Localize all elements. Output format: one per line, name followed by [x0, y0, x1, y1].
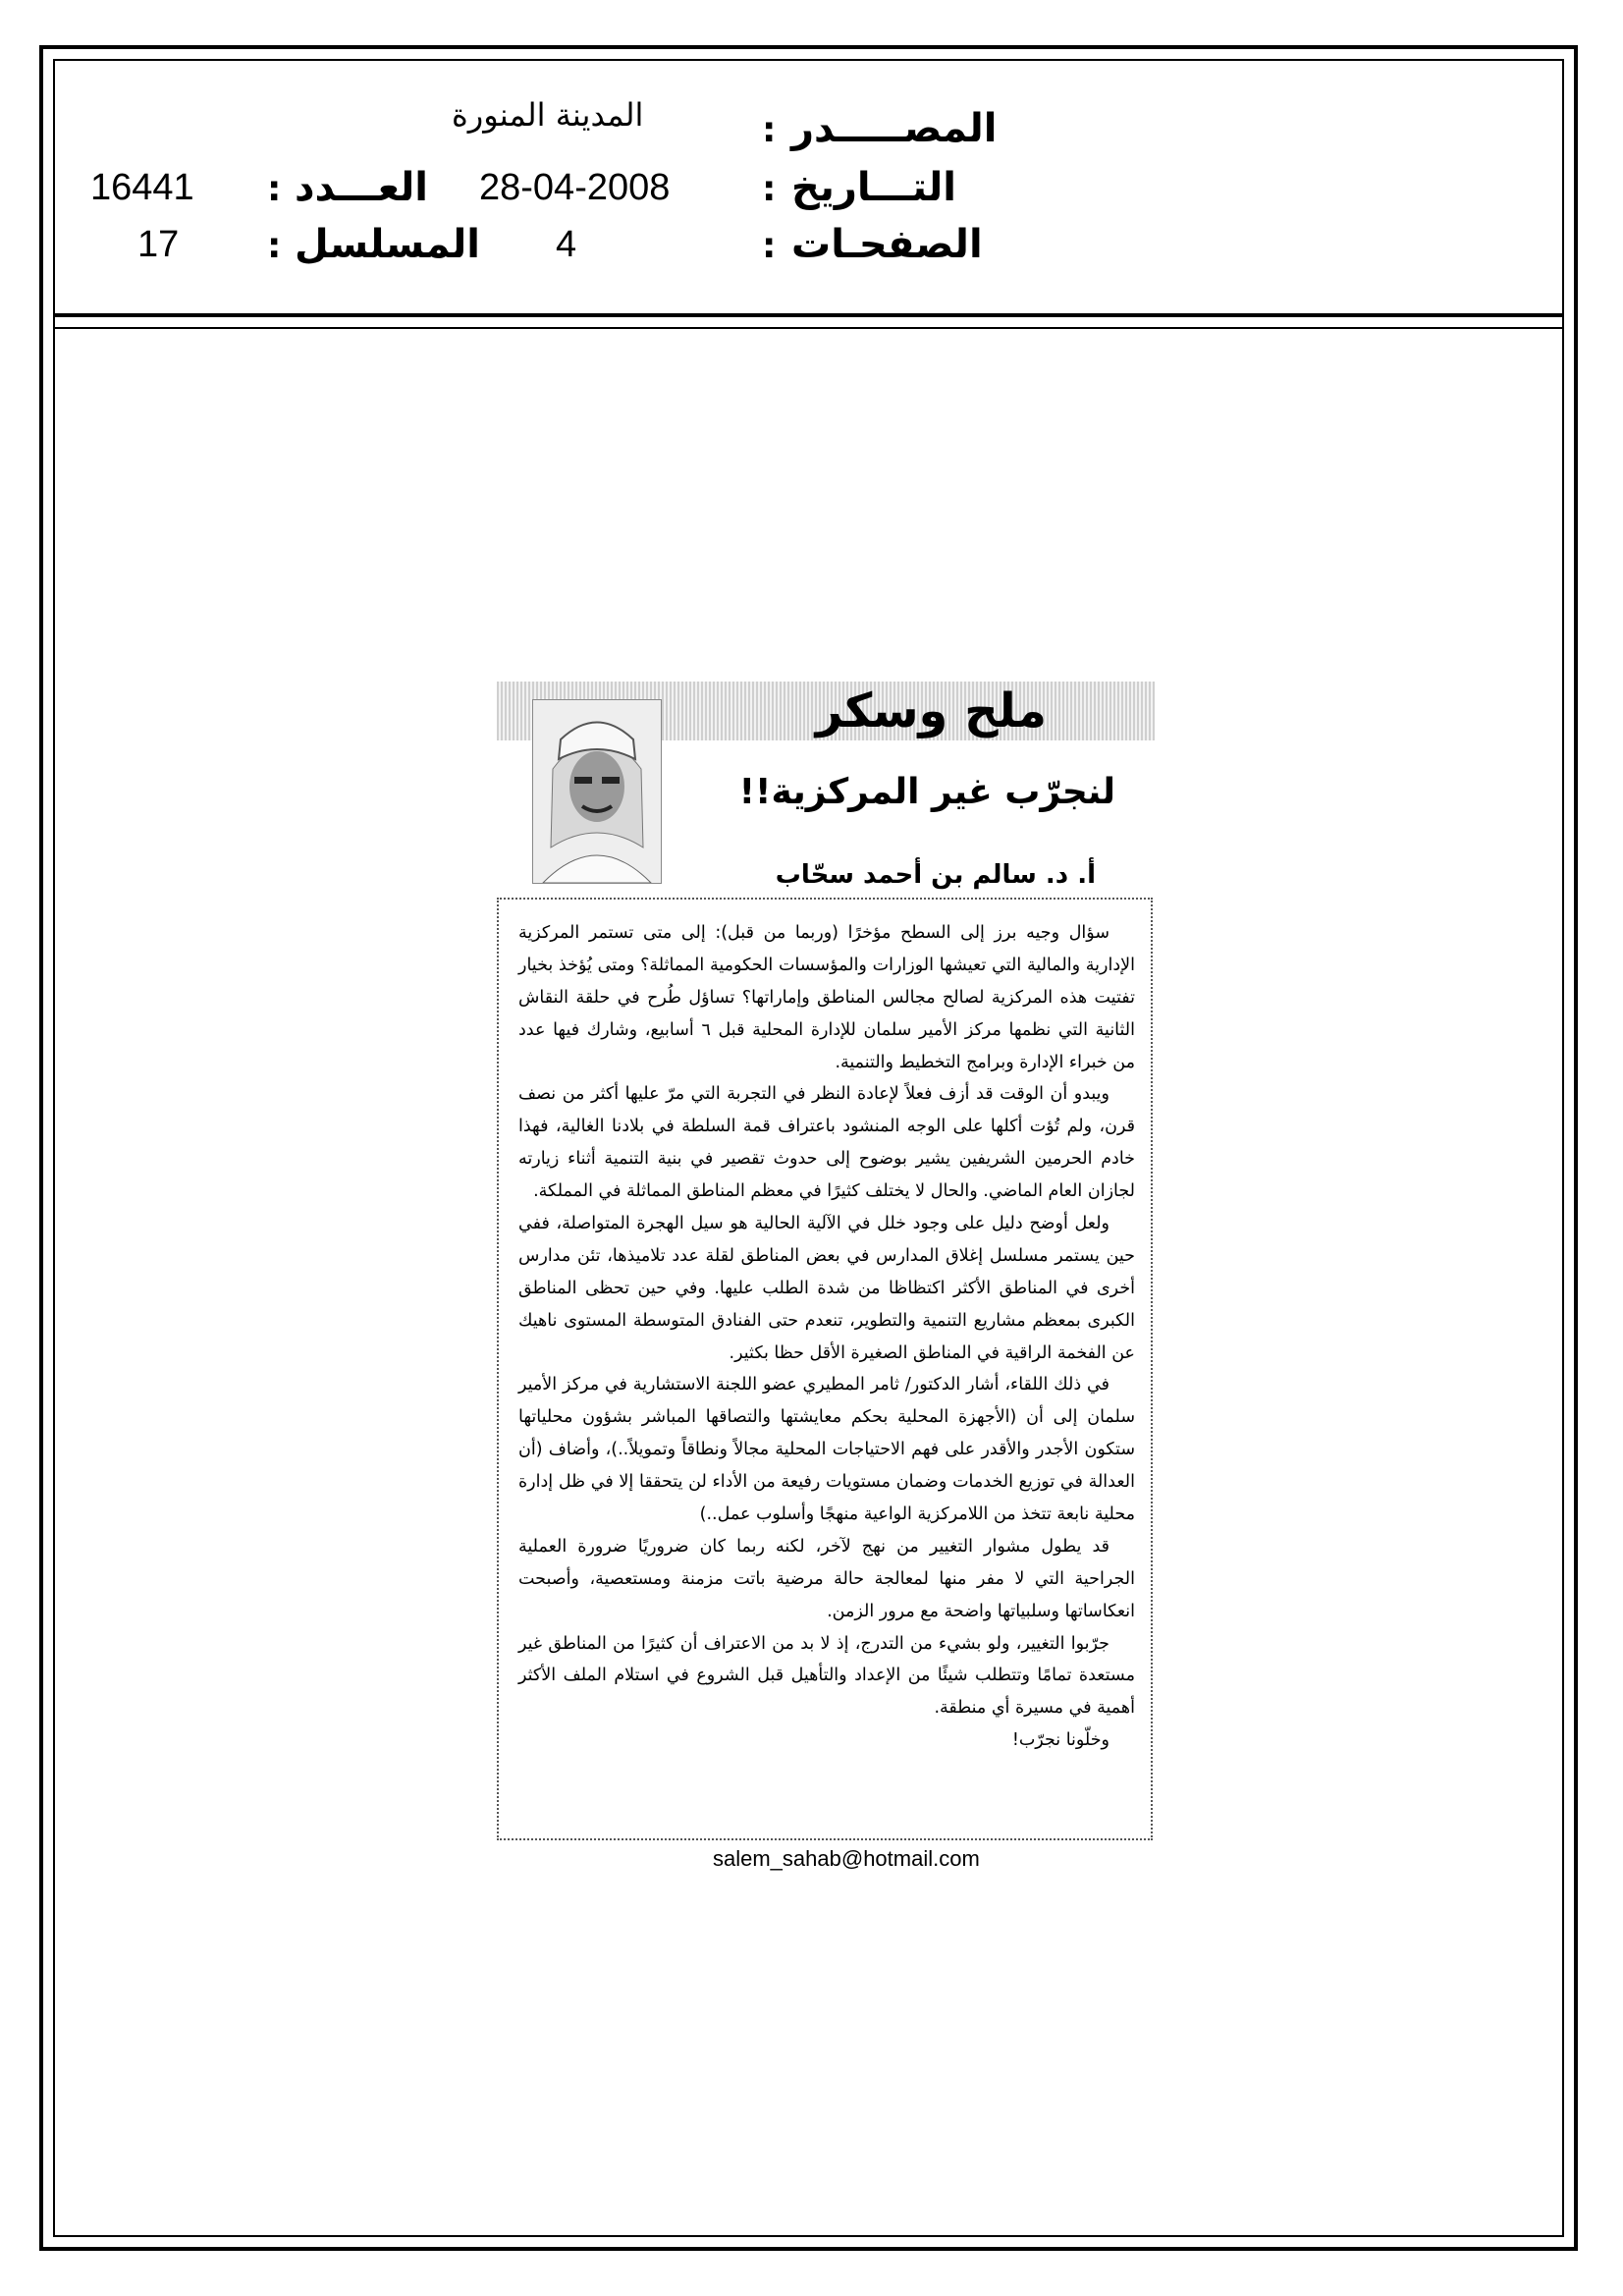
paragraph: جرّبوا التغيير، ولو بشيء من التدرج، إذ لا بد من الاعتراف أن كثيرًا من المناطق غير مستعدة تمامًا وتتطلب شيئًا من الإعداد والتأهيل قبل الشروع في استلام الملف الأكثر أهمية في مسيرة أي منطقة. [518, 1633, 1135, 1719]
paragraph: ويبدو أن الوقت قد أزف فعلاً لإعادة النظر في التجربة التي مرّ عليها أكثر من نصف قرن، ولم تُؤت أكلها على الوجه المنشود باعتراف قمة السلطة في بلادنا الغالية، فهذا خادم الحرمين الشريفين يشير بوضوح إلى حدوث تقصير في بنية التنمية أثناء زيارته لجازان العام الماضي. والحال لا يختلف كثيرًا في معظم المناطق المماثلة في المملكة. [518, 1084, 1135, 1202]
pages-label: الصفحـات [791, 222, 983, 267]
author-photo [532, 699, 662, 884]
author-email: salem_sahab@hotmail.com [713, 1846, 980, 1871]
paragraph: سؤال وجيه برز إلى السطح مؤخرًا (وربما من قبل): إلى متى تستمر المركزية الإدارية والمالية التي تعيشها الوزارات والمؤسسات الحكومية المماثلة؟ ومتى يُؤخذ بخيار تفتيت هذه المركزية لصالح مجالس المناطق وإماراتها؟ تساؤل طُرح في حلقة النقاش الثانية التي نظمها مركز الأمير سلمان للإدارة المحلية قبل ٦ أسابيع، وشارك فيها عدد من خبراء الإدارة وبرامج التخطيط والتنمية. [518, 923, 1135, 1072]
pages-value: 4 [556, 224, 577, 265]
author-portrait-icon [533, 700, 661, 883]
article-title: لنجرّب غير المركزية!! [738, 772, 1115, 812]
column-title: ملح وسكر [815, 683, 1047, 738]
source-colon: : [762, 110, 777, 150]
paragraph: قد يطول مشوار التغيير من نهج لآخر، لكنه ربما كان ضروريًا ضرورة العملية الجراحية التي لا مفر منها لمعالجة حالة مرضية باتت مزمنة ومستعصية، وأصبحت انعكاساتها وسلبياتها واضحة مع مرور الزمن. [518, 1536, 1135, 1621]
pages-colon: : [762, 226, 777, 266]
source-value: المدينة المنورة [452, 96, 644, 134]
source-label: المصـــــدر [791, 106, 998, 151]
newspaper-clipping [497, 682, 1155, 1894]
date-label: التـــاريخ [791, 165, 956, 210]
date-value: 28-04-2008 [479, 167, 671, 208]
header-divider [53, 313, 1564, 317]
article-author: أ. د. سالم بن أحمد سحّاب [775, 860, 1096, 890]
article-body-frame [497, 898, 1153, 1840]
issue-label: العـــدد [295, 165, 428, 210]
paragraph: ولعل أوضح دليل على وجود خلل في الآلية الحالية هو سيل الهجرة المتواصلة، ففي حين يستمر مسلسل إغلاق المدارس في بعض المناطق لقلة عدد تلاميذها، تئن مدارس أخرى في المناطق الأكثر اكتظاظا من شدة الطلب عليها. وفي حين تحظى المناطق الكبرى بمعظم مشاريع التنمية والتطوير، تنعدم حتى الفنادق المتوسطة المستوى ناهيك عن الفخمة الراقية في المناطق الصغيرة الأقل حظا بكثير. [518, 1214, 1135, 1363]
serial-colon: : [267, 226, 282, 266]
header-divider-thin [53, 327, 1564, 329]
article-body [518, 917, 1135, 1757]
paragraph: في ذلك اللقاء، أشار الدكتور/ ثامر المطيري عضو اللجنة الاستشارية في مركز الأمير سلمان إلى أن (الأجهزة المحلية بحكم معايشتها والتصاقها المباشر بشؤون محلياتها ستكون الأجدر والأقدر على فهم الاحتياجات المحلية مجالاً ونطاقاً وتمويلاً..)، وأضاف (أن العدالة في توزيع الخدمات وضمان مستويات رفيعة من الأداء لن يتحققا إلا في ظل إدارة محلية نابعة تتخذ من اللامركزية الواعية منهجًا وأسلوب عمل..) [518, 1375, 1135, 1525]
date-colon: : [762, 169, 777, 209]
serial-value: 17 [137, 224, 180, 265]
issue-colon: : [267, 169, 282, 209]
issue-value: 16441 [90, 167, 194, 208]
paragraph: وخلّونا نجرّب! [1011, 1730, 1109, 1751]
serial-label: المسلسل [295, 222, 480, 267]
